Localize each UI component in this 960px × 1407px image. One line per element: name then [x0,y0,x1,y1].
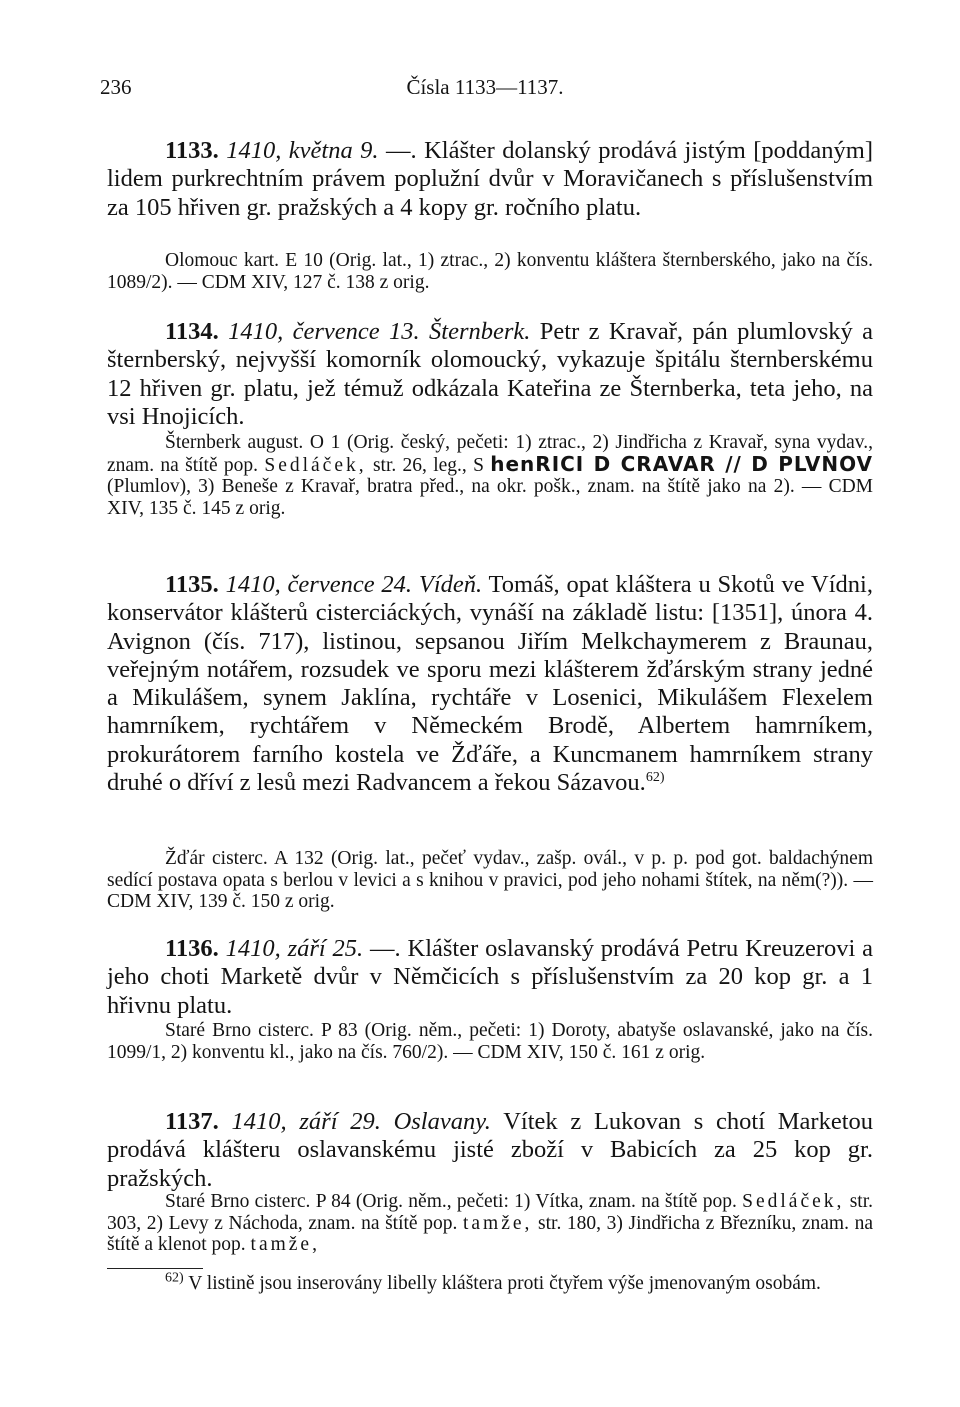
entry-1137-text [107,1108,873,1193]
entry-1136-note [107,1020,873,1063]
entry-number: 1134. [165,318,219,345]
entry-source-note: Olomouc kart. E 10 (Orig. lat., 1) ztrac., 2) konventu kláštera šternberského, jako na čís. 1089/2). — CDM XIV, 127 č. 138 z orig. [107,250,873,293]
entry-number: 1136. [165,935,219,962]
entry-1133-note [107,250,873,293]
entry-1134-note [107,432,873,519]
entry-1133-text [107,137,873,222]
entry-source-note-cont: str. 26, leg., S [372,454,484,476]
footnote-text: V listině jsou inserovány libelly kláštera proti čtyřem výše jmenovaným osobám. [188,1273,821,1294]
entry-body: Petr z Kravař, pán plumlovský a šternberský, nejvyšší komorník olomoucký, vykazuje špitálu šternberskému 12 hřiven gr. platu, jež témuž odkázala Kateřina ze Šternberka, teta jeho, na vsi Hnojicích. [107,318,874,430]
entry-date: 1410, července 24. Vídeň. [225,571,483,598]
entry-1137-note [107,1191,873,1256]
entry-date: 1410, května 9. [226,137,379,164]
entry-source-note-end: str. 180, 3) Jindřicha z Březníku, znam. na štítě a klenot pop. [107,1212,873,1255]
entry-1135-text [107,571,873,797]
seal-legend: henRICI D CRAVAR // D PLVNOV [490,451,874,476]
page-header [100,75,870,105]
entry-1135-note [107,848,873,913]
footnote-divider [107,1268,203,1269]
entry-date: 1410, července 13. Šternberk. [228,318,531,345]
running-title: Čísla 1133—1137. [406,75,564,99]
entry-source-note-end: (Plumlov), 3) Beneše z Kravař, bratra před., na okr. pošk., znam. na štítě jako na 2). — CDM XIV, 135 č. 145 z orig. [107,476,873,519]
entry-body: —. Klášter dolanský prodává jistým [poddaným] lidem purkrechtním právem poplužní dvůr v Moravičanech s příslušenstvím za 105 hřiven gr. pražských a 4 kopy gr. ročního platu. [107,137,874,221]
entry-date: 1410, září 25. [225,935,364,962]
footnote-mark: 62) [165,1270,184,1286]
page-number: 236 [100,75,132,99]
entry-source-note: Šternberk august. O 1 (Orig. český, pečeti: 1) ztrac., 2) Jindřicha z Kravař, syna vydav., znam. na štítě pop. [107,432,873,476]
entry-source-note: Staré Brno cisterc. P 84 (Orig. něm., pečeti: 1) Vítka, znam. na štítě pop. [165,1191,737,1212]
footnote-ref[interactable]: 62) [645,769,665,785]
entry-source-note-cont: str. 303, 2) Levy z Náchoda, znam. na štítě pop. [107,1191,874,1234]
entry-1134-text [107,318,873,431]
footnote [107,1270,873,1295]
entry-source-note: Žďár cisterc. A 132 (Orig. lat., pečeť vydav., zašp. ovál., v p. p. pod got. baldachýnem sedící postava opata s berlou v levici a s knihou v pravici, pod jeho nohami štítek, na něm(?)). — CDM XIV, 139 č. 150 z orig. [107,848,873,912]
entry-source-note: Staré Brno cisterc. P 83 (Orig. něm., pečeti: 1) Doroty, abatyše oslavanské, jako na čís. 1099/1, 2) konventu kl., jako na čís. 760/2). — CDM XIV, 150 č. 161 z orig. [107,1020,873,1063]
entry-body: —. Klášter oslavanský prodává Petru Kreuzerovi a jeho choti Marketě dvůr v Němčicích s příslušenstvím za 20 kop gr. a 1 hřivnu platu. [107,935,874,1019]
entry-number: 1133. [165,137,219,164]
entry-number: 1137. [165,1108,219,1135]
entry-body: Vítek z Lukovan s chotí Marketou prodává klášteru oslavanskému jisté zboží v Babicích za 25 kop gr. pražských. [107,1108,874,1192]
entry-number: 1135. [165,571,219,598]
cited-tamze: tamže, [462,1212,533,1234]
entry-body: Tomáš, opat kláštera u Skotů ve Vídni, konservátor klášterů cisterciáckých, vynáší na základě listu: [1351], února 4. Avignon (čís. 717), listinou, sepsanou Jiřím Melkchaymerem z Braunau, veřejným notářem, rozsudek ve sporu mezi klášterem žďárským strany jedné a Mikulášem, synem Jaklína, rychtáře v Losenici, Mikulášem Flexelem hamrníkem, rychtářem v Německém Brodě, Albertem hamrníkem, prokurátorem farního kostela ve Žďáře, a Kuncmanem hamrníkem strany druhé o dříví z lesů mezi Radvancem a řekou Sázavou. [107,571,873,797]
entry-1136-text [107,935,873,1020]
entry-date: 1410, září 29. Oslavany. [231,1108,491,1135]
cited-author: Sedláček, [264,454,367,476]
cited-tamze: tamže, [250,1234,320,1255]
cited-author: Sedláček, [742,1191,845,1212]
